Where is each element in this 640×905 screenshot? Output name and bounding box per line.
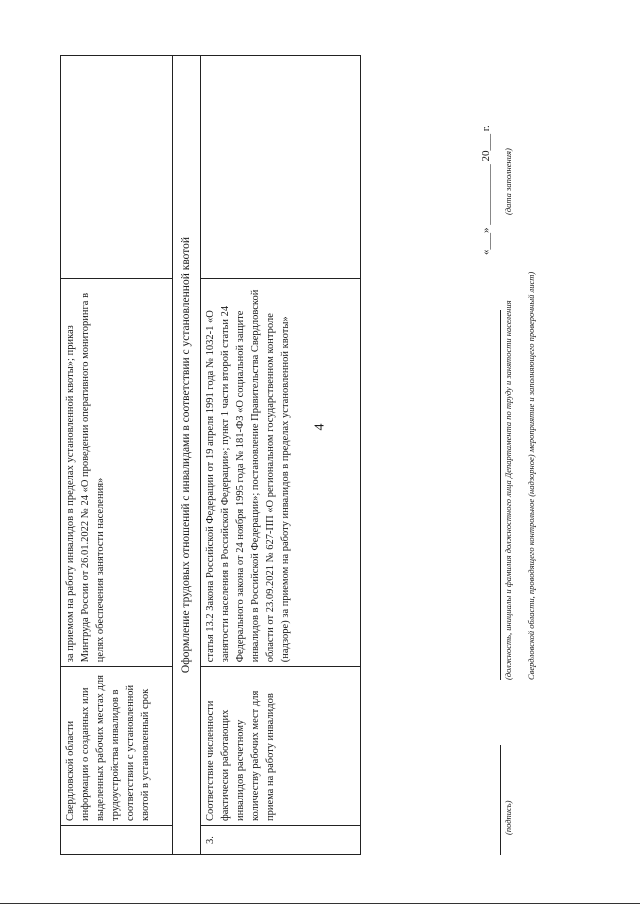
date-caption: (дата заполнения) xyxy=(503,148,513,215)
section-title: Оформление трудовых отношений с инвалидами в соответствии с установленной квотой xyxy=(173,56,201,855)
legal-basis-cell: за приемом на работу инвалидов в пределах установленной квоты»; приказ Минтруда России от 26.01.2022 № 24 «О проведении оперативного мониторинга в целях обеспечения занятости населения» xyxy=(61,279,173,667)
date-field: «___» ___________ 20___ г. xyxy=(480,125,492,255)
page-number: 4 xyxy=(312,423,328,431)
answer-cell xyxy=(201,56,361,279)
row-number-cell: 3. xyxy=(201,826,361,855)
table-row xyxy=(201,56,361,855)
answer-cell xyxy=(61,56,173,279)
table-row xyxy=(61,56,173,855)
official-line xyxy=(500,310,501,680)
signature-caption: (подпись) xyxy=(503,800,513,835)
legal-basis-cell: статья 13.2 Закона Российской Федерации от 19 апреля 1991 года № 1032-1 «О занятости населения в Российской Федерации»; пункт 1 части второй статьи 24 Федерального закона от 24 ноября 1995 года № 181-ФЗ «О социальной защите инвалидов в Российской Федерации»; постановление Правительства Свердловской области от 23.09.2021 № 627-ПП «О региональном государственном контроле (надзоре) за приемом на работу инвалидов в пределах установленной квоты» xyxy=(201,279,361,667)
rotated-page-content xyxy=(60,55,620,855)
requirement-cell: Соответствие численности фактически работающих инвалидов расчетному количеству рабочих мест для приема на работу инвалидов xyxy=(201,667,361,826)
official-caption-1: (должность, инициалы и фамилия должностного лица Департамента по труду и занятости населения xyxy=(503,300,513,680)
row-number-cell xyxy=(61,826,173,855)
page-bottom-rule xyxy=(0,903,640,904)
official-caption-2: Свердловской области, проводящего контрольное (надзорное) мероприятие и заполняющего проверочный лист) xyxy=(526,271,536,680)
checklist-table xyxy=(60,55,361,855)
section-row xyxy=(173,56,201,855)
signature-line xyxy=(500,745,501,855)
requirement-cell: Свердловской области информации о созданных или выделенных рабочих местах для трудоустройства инвалидов в соответствии с установленной квотой в установленный срок xyxy=(61,667,173,826)
